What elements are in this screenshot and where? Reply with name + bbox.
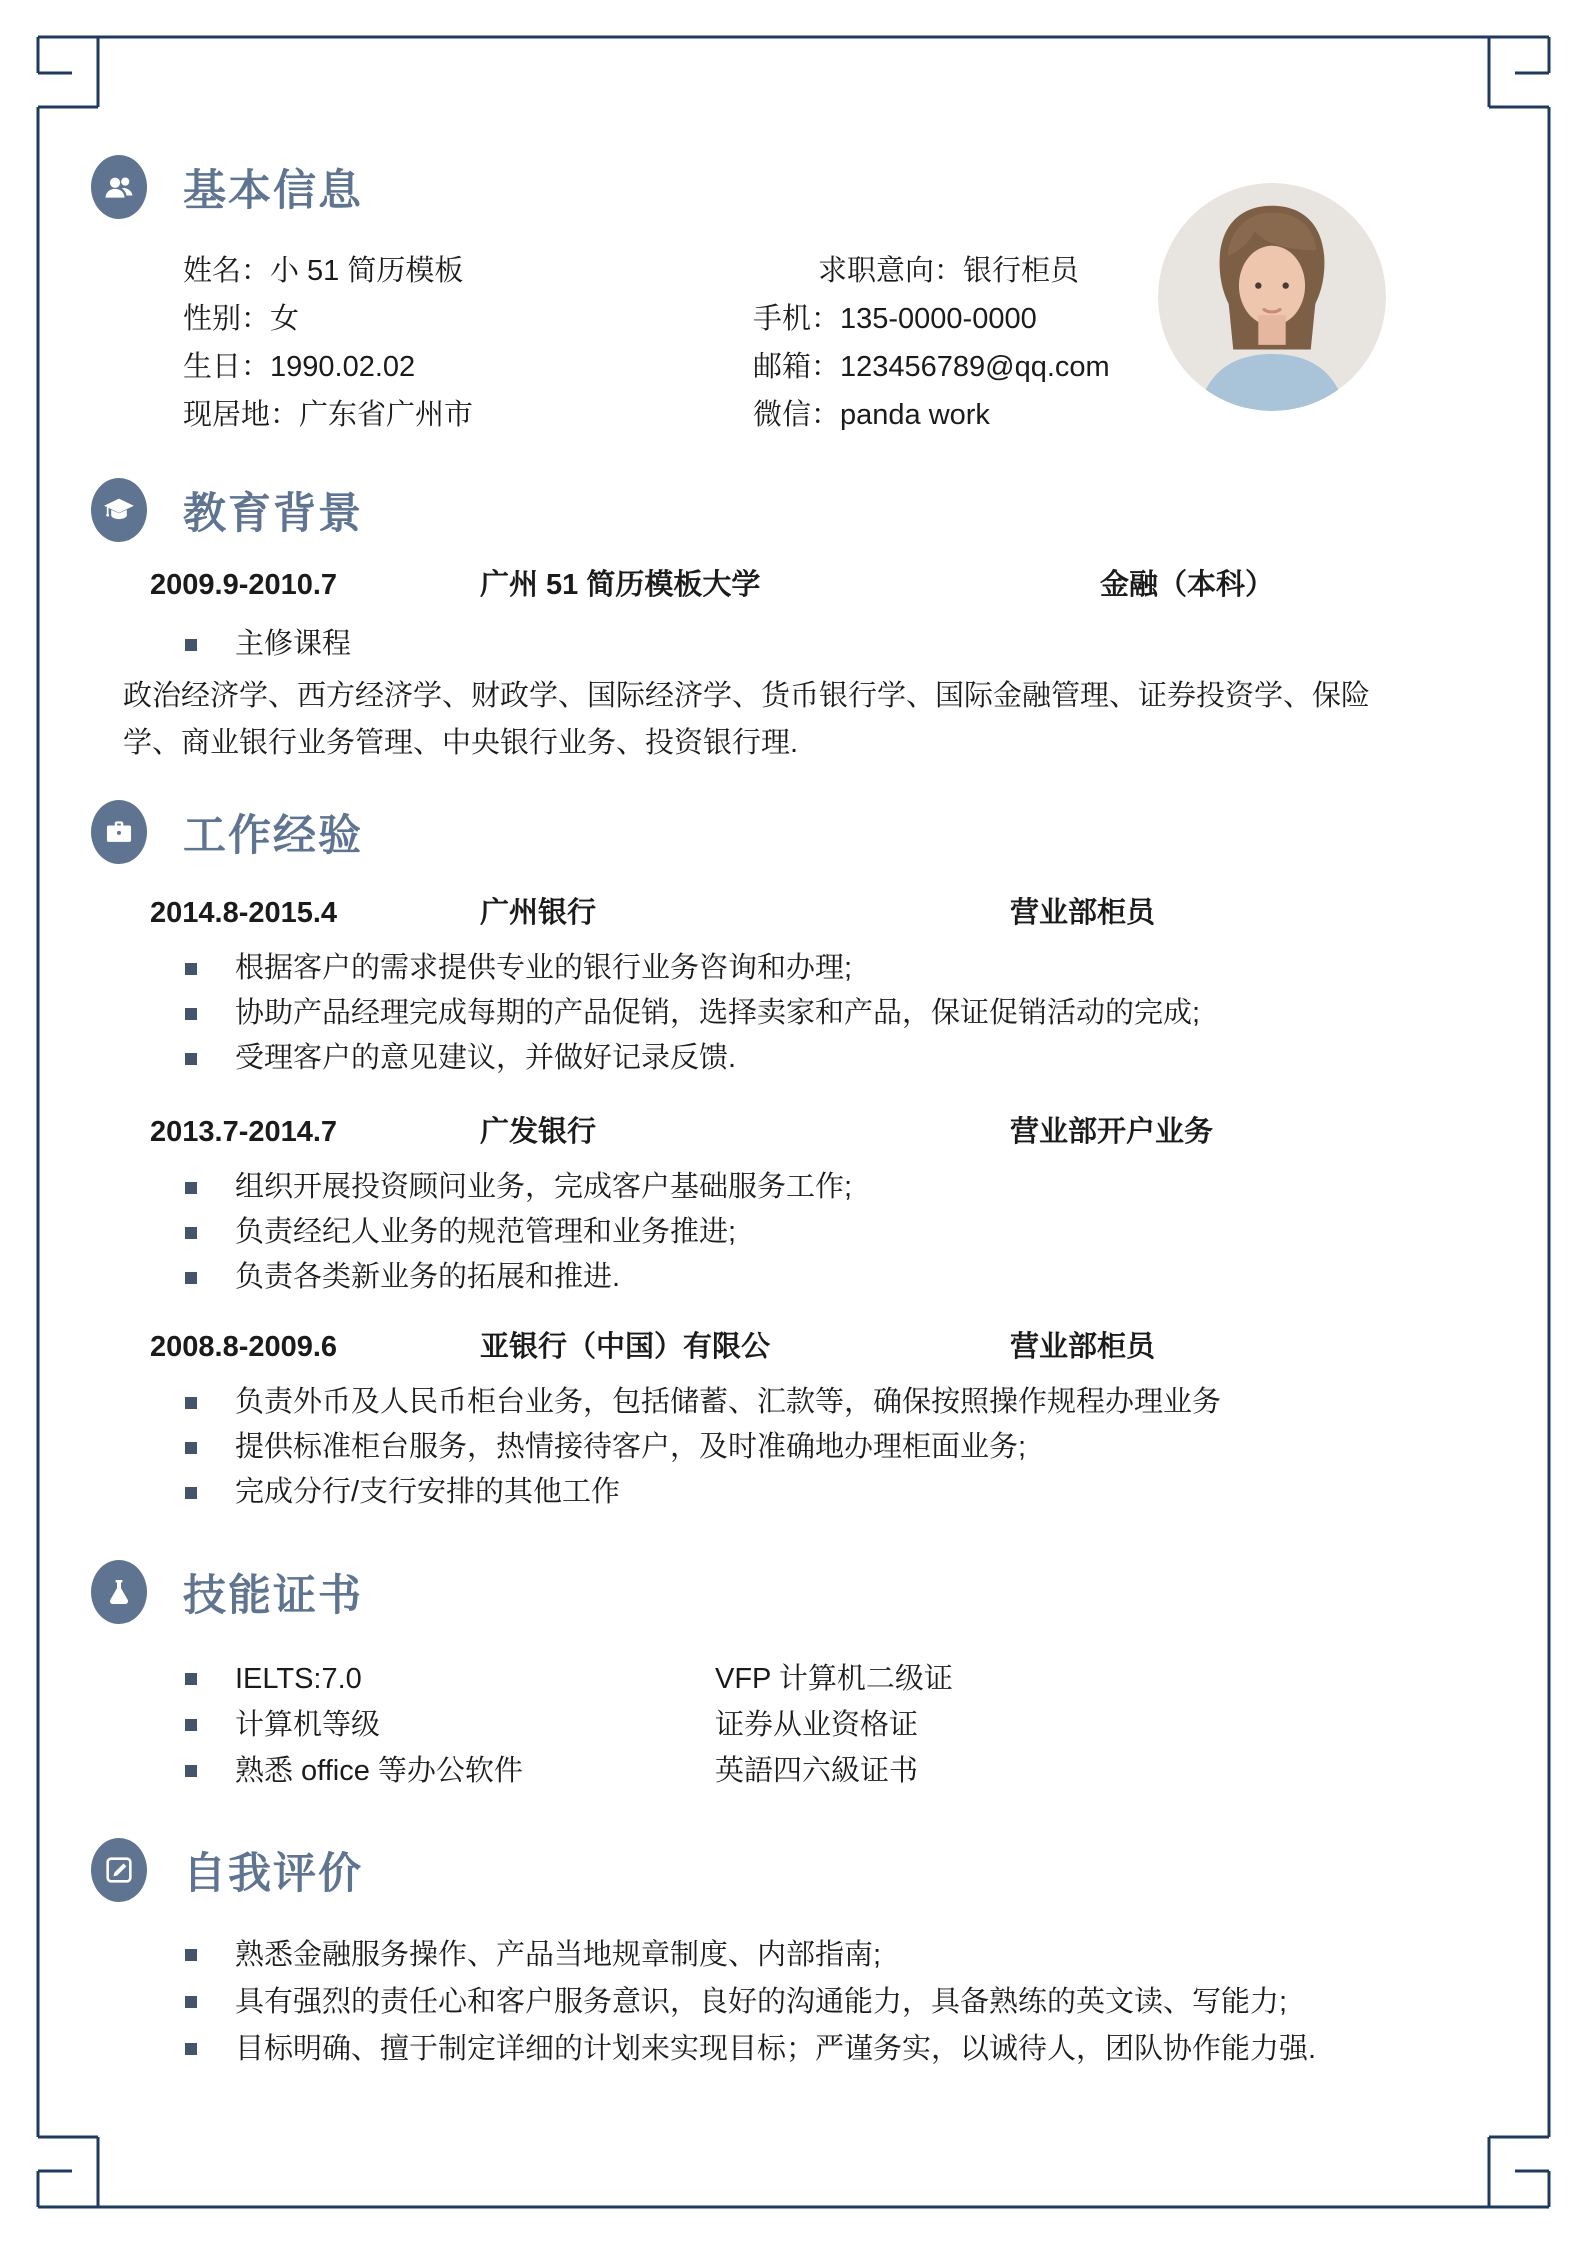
bullet-text: 提供标准柜台服务，热情接待客户，及时准确地办理柜面业务;	[235, 1431, 1027, 1463]
bullet-text: 熟悉金融服务操作、产品当地规章制度、内部指南;	[235, 1939, 882, 1971]
bullet-item	[185, 1932, 1467, 1979]
section-title: 教育背景	[183, 489, 363, 538]
skill-item	[185, 1702, 715, 1748]
pencil-icon	[91, 1838, 147, 1902]
bullet-text: 协助产品经理完成每期的产品促销，选择卖家和产品，保证促销活动的完成;	[235, 997, 1201, 1029]
bullet-square-icon	[185, 1008, 197, 1020]
bullet-square-icon	[185, 1949, 197, 1961]
entry-date: 2014.8-2015.4	[150, 897, 338, 929]
skills-grid	[185, 1656, 1467, 1794]
education-entry-header	[150, 568, 1467, 602]
info-field-wechat: 微信：panda work	[753, 399, 990, 431]
entry-company: 亚银行（中国）有限公	[480, 1331, 771, 1363]
evaluation-bullet-list	[185, 1932, 1467, 2073]
skill-text: 计算机等级	[235, 1709, 381, 1741]
work-entry	[123, 1330, 1467, 1515]
bullet-item	[185, 991, 1467, 1036]
bullet-item	[185, 1979, 1467, 2026]
bullet-square-icon	[185, 1487, 197, 1499]
section-title: 基本信息	[183, 166, 363, 215]
info-field-email: 邮箱：123456789@qq.com	[753, 351, 1110, 383]
skill-item	[185, 1748, 715, 1794]
section-skills-certificates	[123, 1560, 1467, 1794]
bullet-square-icon	[185, 1765, 197, 1777]
people-icon	[91, 155, 147, 219]
work-bullet-list	[185, 1380, 1467, 1515]
work-bullet-list	[185, 1165, 1467, 1300]
course-paragraph: 政治经济学、西方经济学、财政学、国际经济学、货币银行学、国际金融管理、证券投资学、保险学、商业银行业务管理、中央银行业务、投资银行理.	[123, 680, 1371, 759]
entry-company: 广发银行	[480, 1116, 597, 1148]
bullet-item	[185, 622, 1467, 667]
section-basic-info	[123, 155, 1467, 439]
entry-date: 2013.7-2014.7	[150, 1116, 338, 1148]
bullet-item	[185, 1470, 1467, 1515]
bullet-square-icon	[185, 1397, 197, 1409]
info-field-job-intent: 求职意向：银行柜员	[818, 255, 1080, 287]
section-header	[91, 1838, 1467, 1902]
bullet-text: 具有强烈的责任心和客户服务意识，良好的沟通能力，具备熟练的英文读、写能力;	[235, 1986, 1288, 2018]
entry-date: 2008.8-2009.6	[150, 1331, 338, 1363]
bullet-square-icon	[185, 1673, 197, 1685]
bullet-text: 负责外币及人民币柜台业务，包括储蓄、汇款等，确保按照操作规程办理业务	[235, 1386, 1222, 1418]
bullet-text: 受理客户的意见建议，并做好记录反馈.	[235, 1042, 737, 1074]
skill-text: 熟悉 office 等办公软件	[235, 1755, 523, 1787]
bullet-item	[185, 1165, 1467, 1210]
work-entry-header	[150, 1115, 1467, 1149]
section-header	[91, 800, 1467, 864]
bullet-item	[185, 1255, 1467, 1300]
bullet-square-icon	[185, 1272, 197, 1284]
section-work-experience	[123, 800, 1467, 1515]
work-entry-header	[150, 1330, 1467, 1364]
entry-role: 营业部柜员	[1010, 897, 1156, 929]
info-field-gender: 性别：女	[183, 303, 300, 335]
bullet-text: 完成分行/支行安排的其他工作	[235, 1476, 621, 1508]
skill-item-right: VFP 计算机二级证	[715, 1663, 953, 1695]
entry-role: 营业部柜员	[1010, 1331, 1156, 1363]
bullet-text: 组织开展投资顾问业务，完成客户基础服务工作;	[235, 1171, 853, 1203]
bullet-square-icon	[185, 1996, 197, 2008]
briefcase-icon	[91, 800, 147, 864]
entry-company: 广州银行	[480, 897, 597, 929]
bullet-text: 根据客户的需求提供专业的银行业务咨询和办理;	[235, 952, 853, 984]
info-field-phone: 手机：135-0000-0000	[753, 303, 1037, 335]
bullet-text: 负责各类新业务的拓展和推进.	[235, 1261, 621, 1293]
entry-school: 广州 51 简历模板大学	[480, 569, 761, 601]
info-field-location: 现居地：广东省广州市	[183, 399, 474, 431]
bullet-item	[185, 1210, 1467, 1255]
bullet-square-icon	[185, 1227, 197, 1239]
graduation-cap-icon	[91, 478, 147, 542]
work-entry-header	[150, 896, 1467, 930]
bullet-square-icon	[185, 1442, 197, 1454]
bullet-square-icon	[185, 639, 197, 651]
bullet-square-icon	[185, 1053, 197, 1065]
bullet-square-icon	[185, 963, 197, 975]
skill-item	[185, 1656, 715, 1702]
skill-item-right: 英語四六級证书	[715, 1755, 919, 1787]
flask-icon	[91, 1560, 147, 1624]
bullet-square-icon	[185, 1182, 197, 1194]
bullet-text: 负责经纪人业务的规范管理和业务推进;	[235, 1216, 737, 1248]
course-label: 主修课程	[235, 628, 352, 660]
bullet-item	[185, 1036, 1467, 1081]
entry-date: 2009.9-2010.7	[150, 569, 338, 601]
section-title: 技能证书	[183, 1571, 363, 1620]
section-title: 工作经验	[183, 811, 363, 860]
work-entry	[123, 896, 1467, 1081]
skill-text: IELTS:7.0	[235, 1663, 362, 1695]
basic-info-grid	[183, 247, 1467, 439]
bullet-text: 目标明确、擅于制定详细的计划来实现目标；严谨务实，以诚待人，团队协作能力强.	[235, 2033, 1317, 2065]
skill-item-right: 证券从业资格证	[715, 1709, 919, 1741]
bullet-item	[185, 1380, 1467, 1425]
bullet-square-icon	[185, 1719, 197, 1731]
section-header	[91, 478, 1467, 542]
bullet-item	[185, 1425, 1467, 1470]
section-header	[91, 155, 1467, 219]
entry-role: 营业部开户业务	[1010, 1116, 1214, 1148]
info-field-name: 姓名：小 51 简历模板	[183, 255, 464, 287]
section-self-evaluation	[123, 1838, 1467, 2073]
bullet-item	[185, 2026, 1467, 2073]
work-bullet-list	[185, 946, 1467, 1081]
entry-major: 金融（本科）	[1100, 569, 1275, 601]
work-entry	[123, 1115, 1467, 1300]
section-title: 自我评价	[183, 1849, 363, 1898]
bullet-square-icon	[185, 2043, 197, 2055]
info-field-birthday: 生日：1990.02.02	[183, 351, 416, 383]
course-label-row	[185, 622, 1467, 667]
bullet-item	[185, 946, 1467, 991]
section-header	[91, 1560, 1467, 1624]
section-education	[123, 478, 1467, 767]
